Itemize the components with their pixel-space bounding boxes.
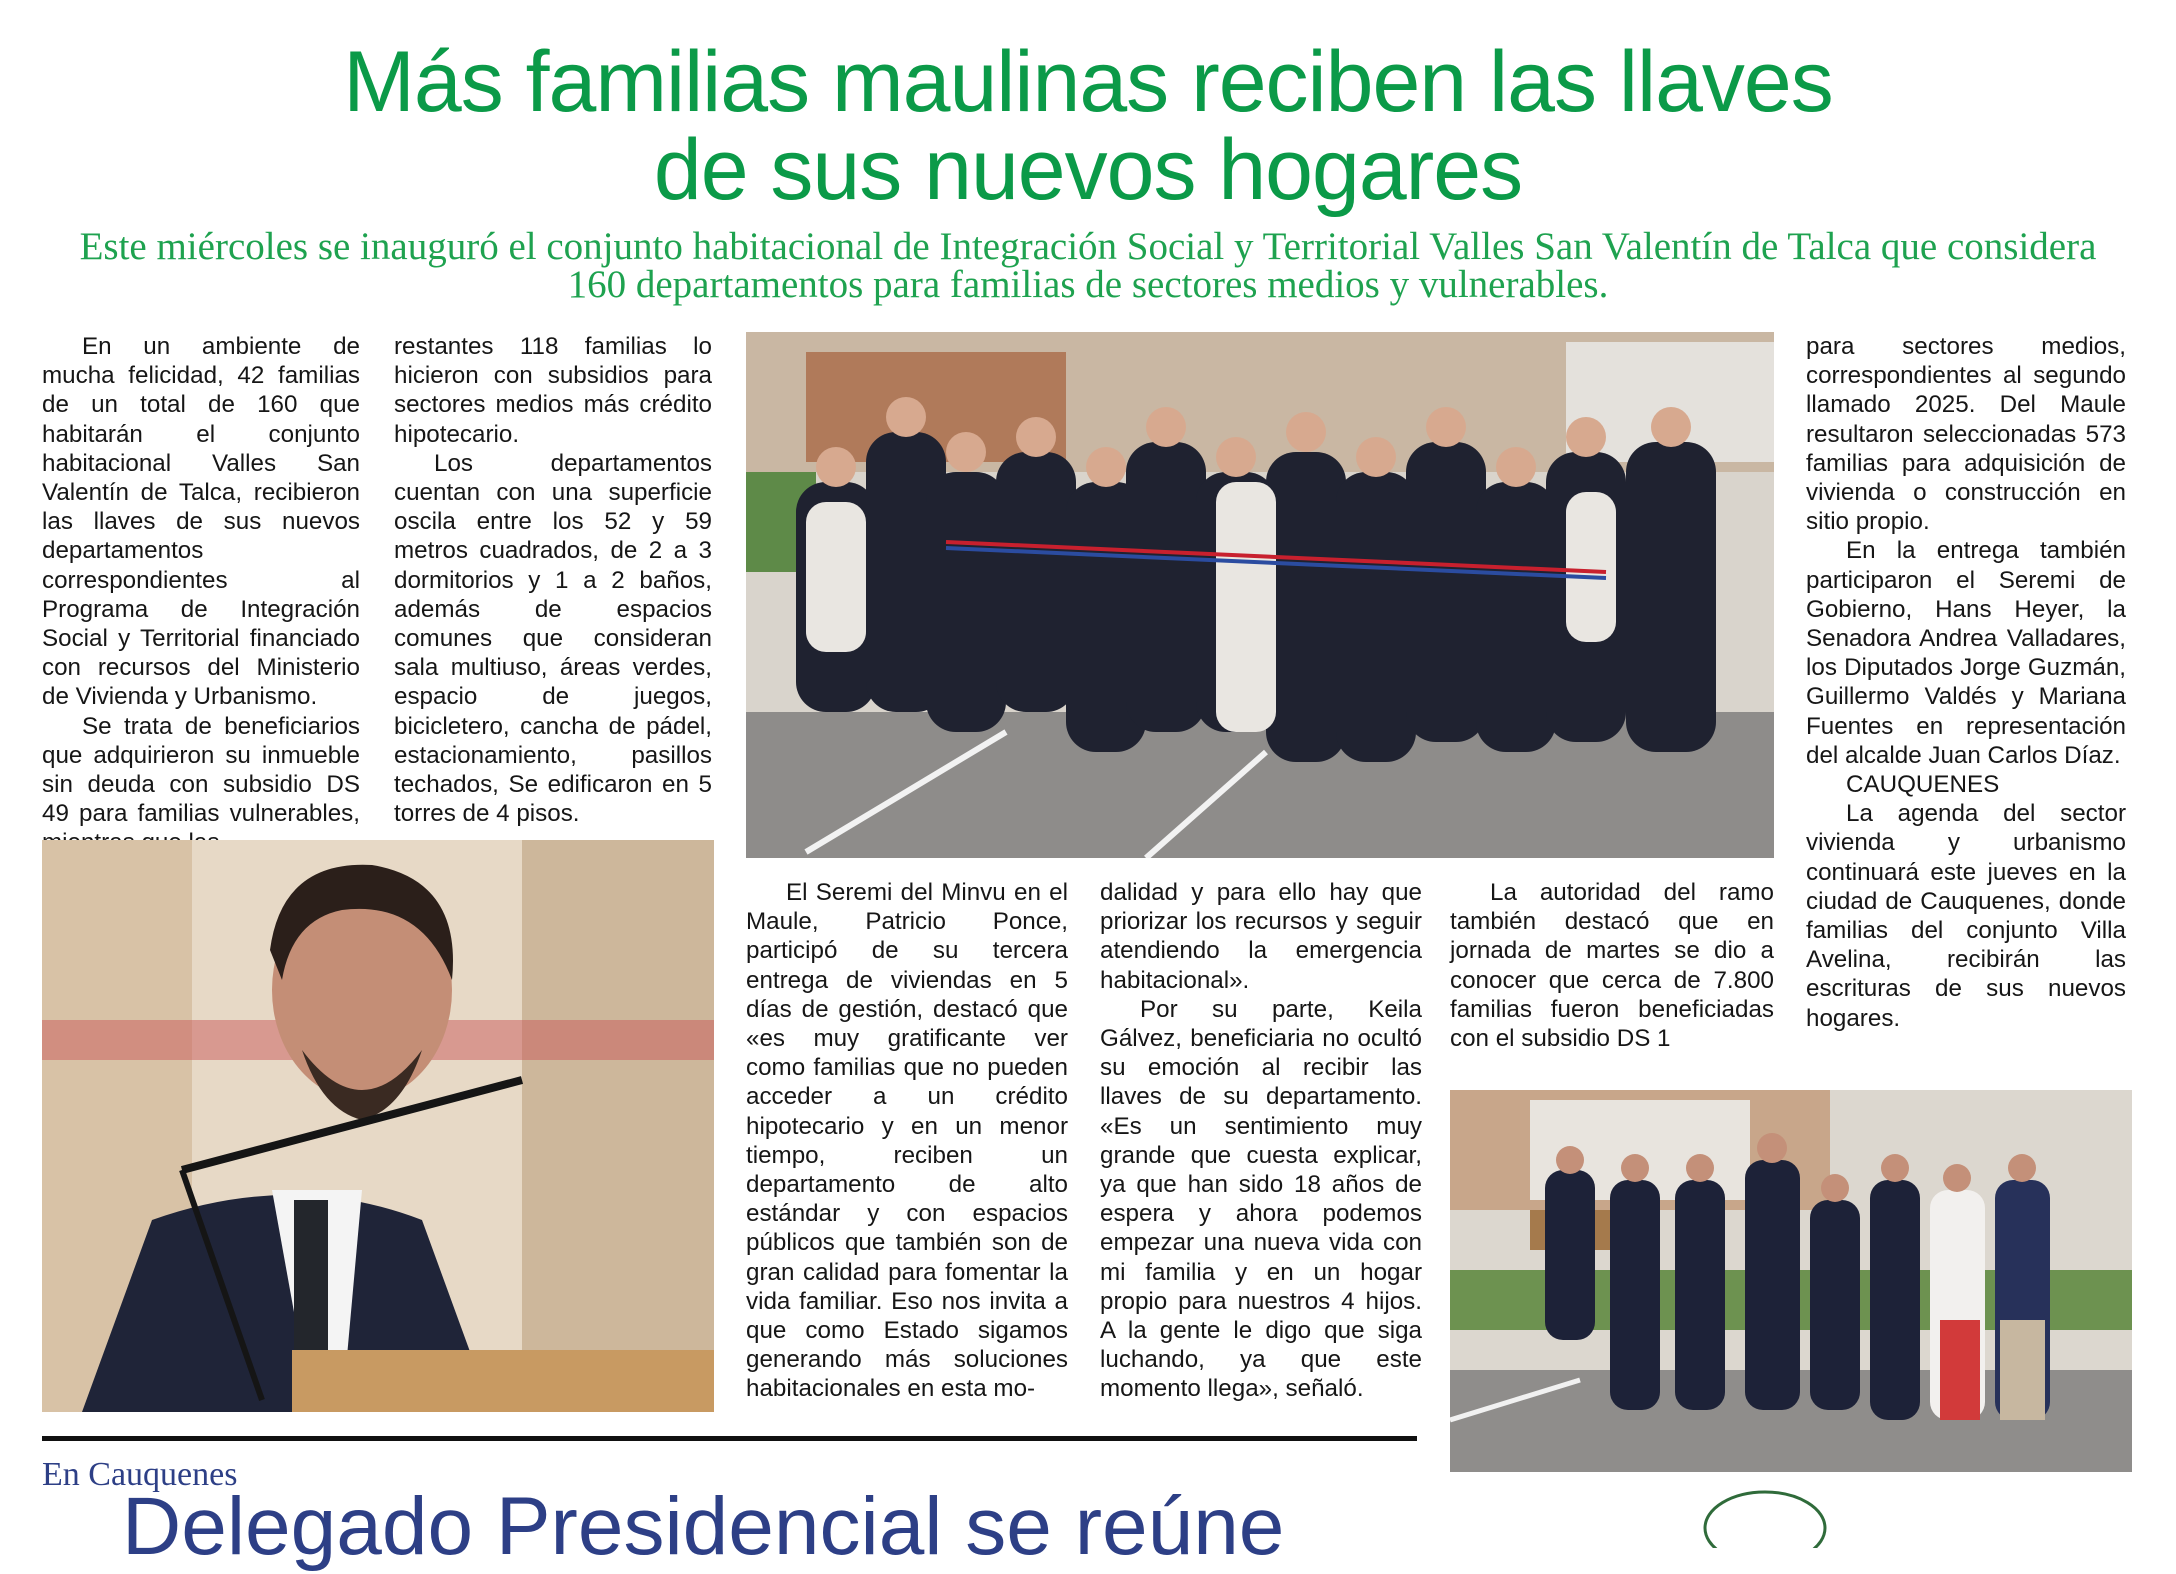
headline-line-2: de sus nuevos hogares [653,122,1523,218]
headline [0,34,2176,218]
subheadline: Este miércoles se inauguró el conjunto habitacional de Integración Social y Territorial Valles San Valentín de Talca que considera 160 departamentos para familias de sectores medios y vulnerables. [79,225,2097,306]
ribbon-cutting-photo [746,332,1774,858]
paragraph: Los departamentos cuentan con una superficie oscila entre los 52 y 59 metros cuadrados, de 2 a 3 dormitorios y 1 a 2 baños, además de espacios comunes que consideran sala multiuso, áreas verdes, espacio de juegos, bicicletero, cancha de pádel, estacionamiento, pasillos techados, Se edificaron en 5 torres de 4 pisos. [394,449,712,828]
headline-line-1: Más familias maulinas reciben las llaves [343,34,1833,130]
text-column-1 [42,332,360,858]
text-column-3 [746,878,1068,1404]
paragraph: Se trata de beneficiarios que adquirieron su inmueble sin deuda con subsidio DS 49 para familias vulnerables, [42,712,360,828]
text-column-4 [1100,878,1422,1404]
next-article-kicker: En Cauquenes [42,1456,238,1493]
section-heading-cauquenes: CAUQUENES [1846,771,2000,799]
section-divider [42,1436,1417,1441]
text-column-6 [1806,332,2126,1033]
next-article-headline: Delegado Presidencial se reúne [122,1481,1285,1572]
paragraph: La autoridad del ramo también destacó que en jornada de martes se dio a conocer que cerca de 7.800 familias fueron beneficiadas con el subsidio DS 1 [1450,879,1774,1053]
paragraph: En la entrega también participaron el Seremi de Gobierno, Hans Heyer, la Senadora Andrea Valladares, los Diputados Jorge Guzmán, Guillermo Valdés y Mariana Fuentes en representación del alcalde Juan Carlos Díaz. [1806,537,2126,769]
speaker-photo [42,840,714,1412]
families-photo [1450,1090,2132,1472]
paragraph: Por su parte, Keila Gálvez, beneficiaria no ocultó su emoción al recibir las llaves de su departamento. «Es un sentimiento muy grande que cuesta explicar, ya que han sido 18 años de espera y ahora podemos empezar una nueva vida con mi familia y en un hogar propio para nuestros 4 hijos. A la gente le digo que siga luchando, ya que este momento llega», señaló. [1100,995,1422,1403]
paragraph: dalidad y para ello hay que priorizar los recursos y seguir atendiendo la emergencia habitacional». [1100,879,1422,994]
text-column-5 [1450,878,1774,1053]
paragraph: restantes 118 familias lo hicieron con subsidios para sectores medios más crédito hipotecario. [394,333,712,448]
paragraph: El Seremi del Minvu en el Maule, Patricio Ponce, participó de su tercera entrega de viviendas en 5 días de gestión, destacó que «es muy gratificante ver como familias que no pueden acceder a un crédito hipotecario y en un menor tiempo, reciben un departamento de alto estándar y con espacios públicos que también son de gran calidad para fomentar la vida familiar. Eso nos invita a que como Estado sigamos generando más soluciones habitacionales en esta mo- [746,879,1068,1403]
text-column-2 [394,332,712,828]
paragraph: En un ambiente de mucha felicidad, 42 familias de un total de 160 que habitarán el conjunto habitacional Valles San Valentín de Talca, recibieron las llaves de sus nuevos departamentos correspondientes al Programa de Integración Social y Territorial financiado con recursos del Ministerio de Vivienda y Urbanismo. [42,333,360,711]
paragraph: La agenda del sector vivienda y urbanismo continuará este jueves en la ciudad de Cauquenes, donde familias del conjunto Villa Avelina, recibirán las escrituras de sus nuevos hogares. [1806,800,2126,1032]
seal-emblem [1700,1488,1830,1548]
paragraph: para sectores medios, correspondientes al segundo llamado 2025. Del Maule resultaron seleccionadas 573 familias para adquisición de vivienda o construcción en sitio propio. [1806,333,2126,536]
